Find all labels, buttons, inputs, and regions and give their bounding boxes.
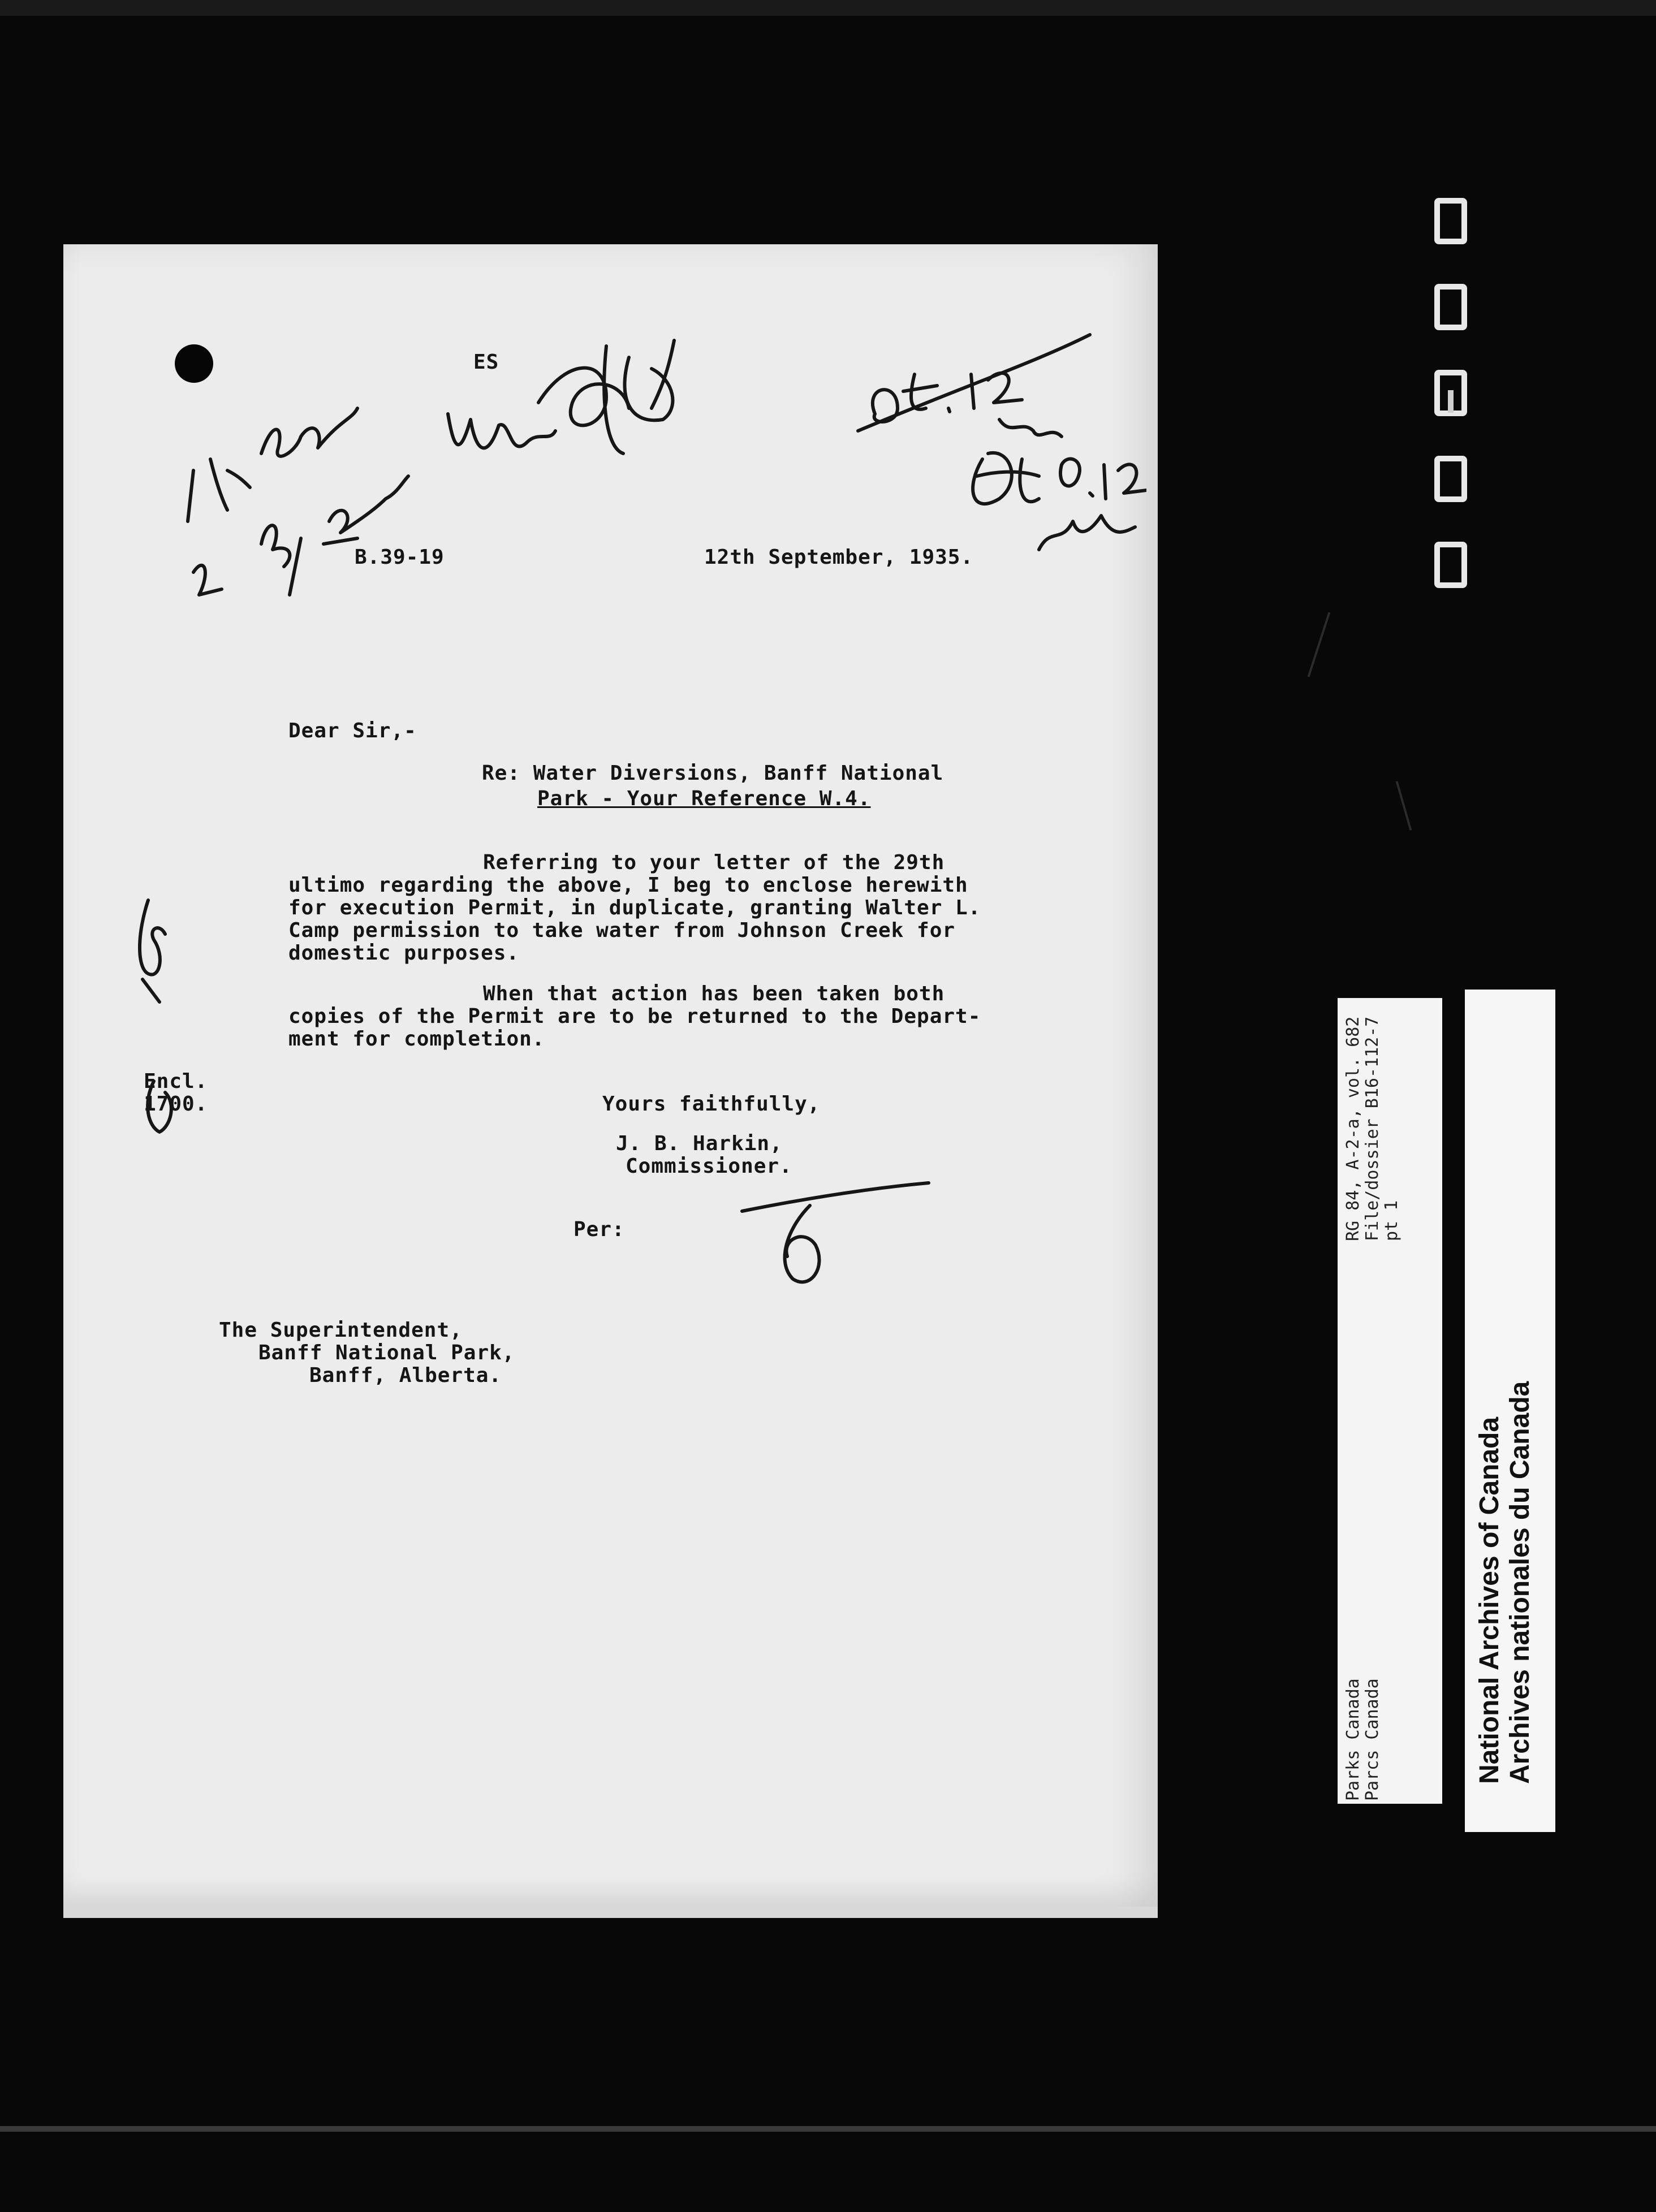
handwritten-initials [437,335,753,493]
reference-line: RG 84, A-2-a, vol. 682 [1343,1016,1363,1241]
frame-digit [1434,198,1467,244]
archive-name-en: National Archives of Canada [1474,1416,1504,1784]
frame-tick [1448,390,1454,413]
body-line: ment for completion. [288,1027,545,1051]
body-line: When that action has been taken both [483,982,945,1005]
body-line: for execution Permit, in duplicate, granting Walter L. [288,896,981,919]
body-line: copies of the Permit are to be returned to the Depart- [288,1005,981,1028]
recipient-line: Banff National Park, [258,1341,515,1364]
enclosure-label: Encl. [144,1070,208,1093]
reference-line: pt 1 [1382,1200,1401,1241]
signatory-name: J. B. Harkin, [616,1132,783,1155]
film-scratch [1396,781,1412,831]
reference-label [1338,998,1442,1804]
recipient-line: The Superintendent, [219,1319,463,1342]
signature [731,1177,934,1296]
film-edge-top [0,0,1656,16]
recipient-line: Banff, Alberta. [309,1364,502,1387]
typist-initials: ES [473,351,499,374]
subject-line-2: Park - Your Reference W.4. [537,787,871,810]
enclosure-number: 1700. [144,1092,208,1116]
body-line: Referring to your letter of the 29th [483,851,945,874]
archive-label [1465,990,1555,1832]
handwritten-date-stamps [852,329,1146,567]
frame-digit [1434,284,1467,330]
per-label: Per: [573,1218,625,1241]
salutation: Dear Sir,- [288,719,417,742]
reference-line: File/dossier B16-112-7 [1362,1016,1382,1241]
body-line: Camp permission to take water from Johnson Creek for [288,919,956,942]
punch-hole [175,344,213,383]
archive-name-fr: Archives nationales du Canada [1505,1381,1535,1784]
film-edge-bottom [0,2126,1656,2132]
handwritten-margin-initials [126,889,188,1183]
frame-digit [1434,542,1467,588]
body-line: domestic purposes. [288,941,520,965]
letter-date: 12th September, 1935. [704,546,974,569]
closing: Yours faithfully, [602,1092,821,1116]
film-scratch [1308,612,1331,677]
signatory-title: Commissioner. [626,1155,792,1178]
frame-digit [1434,456,1467,502]
body-line: ultimo regarding the above, I beg to enclose herewith [288,874,968,897]
source-line: Parcs Canada [1362,1678,1382,1801]
subject-line-1: Re: Water Diversions, Banff National [482,762,944,785]
frame-counter [1434,198,1474,628]
letter-page [63,244,1158,1918]
source-line: Parks Canada [1343,1678,1363,1801]
file-reference: B.39-19 [355,546,445,569]
